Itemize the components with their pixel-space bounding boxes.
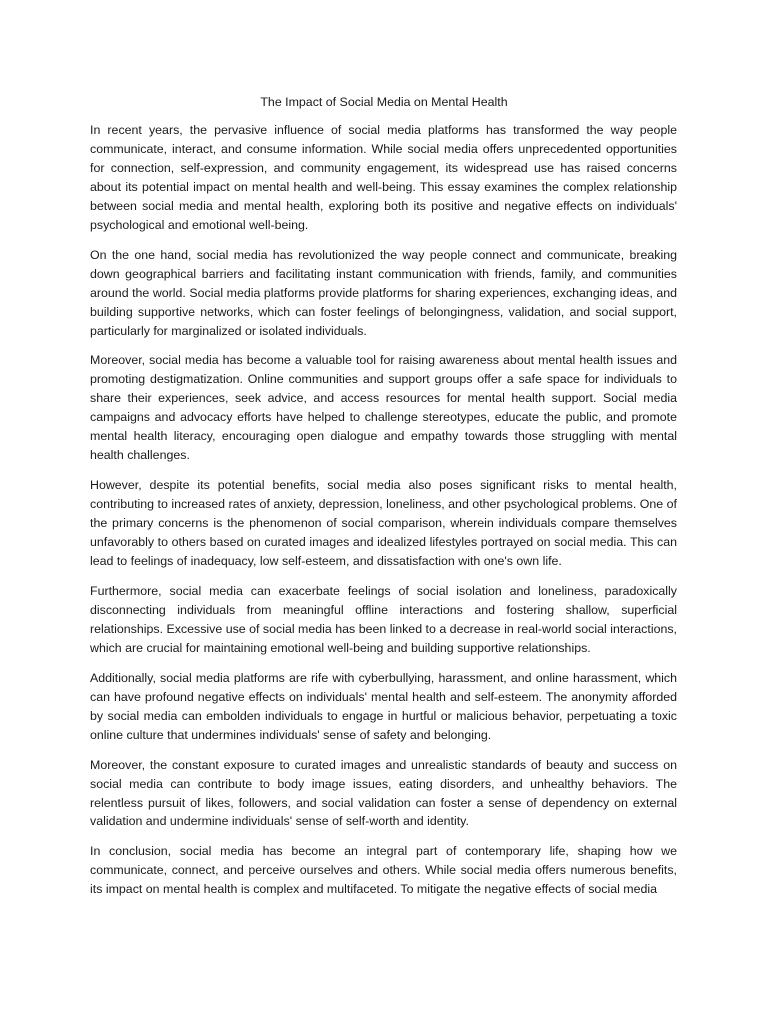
paragraph-6: Additionally, social media platforms are rife with cyberbullying, harassment, and online harassment, which can have profound negative effects on individuals' mental health and self-esteem. The anonymity afforded by social media can embolden individuals to engage in hurtful or malicious behavior, perpetuating a toxic online culture that undermines individuals' sense of safety and belonging. (90, 670, 677, 742)
paragraph-7: Moreover, the constant exposure to curated images and unrealistic standards of beauty and success on social media can contribute to body image issues, eating disorders, and unhealthy behaviors. The relentless pursuit of likes, followers, and social validation can foster a sense of dependency on external validation and undermine individuals' sense of self-worth and identity. (90, 757, 677, 829)
paragraph-3: Moreover, social media has become a valuable tool for raising awareness about mental health issues and promoting destigmatization. Online communities and support groups offer a safe space for individuals to share their experiences, seek advice, and access resources for mental health support. Social media campaigns and advocacy efforts have helped to challenge stereotypes, educate the public, and promote mental health literacy, encouraging open dialogue and empathy towards those struggling with mental health challenges. (90, 353, 677, 463)
paragraph-1: In recent years, the pervasive influence of social media platforms has transformed the way people communicate, interact, and consume information. While social media offers unprecedented opportunities for connection, self-expression, and community engagement, its widespread use has raised concerns about its potential impact on mental health and well-being. This essay examines the complex relationship between social media and mental health, exploring both its positive and negative effects on individuals' psychological and emotional well-being. (90, 123, 677, 232)
document-title: The Impact of Social Media on Mental Health (260, 95, 508, 109)
paragraph-8: In conclusion, social media has become an integral part of contemporary life, shaping how we communicate, connect, and perceive ourselves and others. While social media offers numerous benefits, its impact on mental health is complex and multifaceted. To mitigate the negative effects of social media (90, 844, 677, 897)
document-body (90, 121, 677, 910)
paragraph-2: On the one hand, social media has revolutionized the way people connect and communicate, breaking down geographical barriers and facilitating instant communication with friends, family, and communities around the world. Social media platforms provide platforms for sharing experiences, exchanging ideas, and building supportive networks, which can foster feelings of belongingness, validation, and social support, particularly for marginalized or isolated individuals. (90, 247, 677, 338)
paragraph-5: Furthermore, social media can exacerbate feelings of social isolation and loneliness, paradoxically disconnecting individuals from meaningful offline interactions and fostering shallow, superficial relationships. Excessive use of social media has been linked to a decrease in real-world social interactions, which are crucial for maintaining emotional well-being and building supportive relationships. (90, 583, 677, 655)
paragraph-4: However, despite its potential benefits, social media also poses significant risks to mental health, contributing to increased rates of anxiety, depression, loneliness, and other psychological problems. One of the primary concerns is the phenomenon of social comparison, wherein individuals compare themselves unfavorably to others based on curated images and idealized lifestyles portrayed on social media. This can lead to feelings of inadequacy, low self-esteem, and dissatisfaction with one's own life. (90, 478, 677, 569)
